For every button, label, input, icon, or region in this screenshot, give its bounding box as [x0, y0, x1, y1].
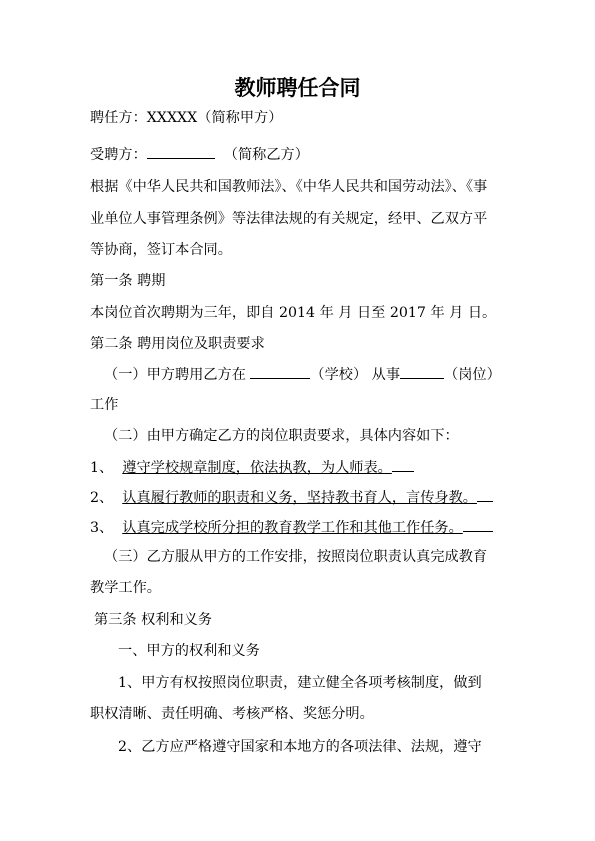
intro-line-1: 根据《中华人民共和国教师法》、《中华人民共和国劳动法》、《事 — [90, 179, 488, 195]
item1-text-c: （岗位） — [444, 367, 501, 383]
duty-2 — [90, 487, 493, 508]
party-b-line — [90, 144, 309, 165]
article3-sub1: 一、甲方的权利和义务 — [118, 643, 260, 659]
duty-1-text: 遵守学校规章制度，依法执教，为人师表。 — [122, 460, 392, 476]
duty-3 — [90, 517, 493, 538]
duty-2-num: 2、 — [90, 490, 114, 506]
item1-text-a: （一）甲方聘用乙方在 — [104, 367, 251, 383]
party-b-blank — [147, 144, 215, 159]
party-b-suffix: （简称乙方） — [223, 147, 309, 163]
article3-p1-line1: 1、甲方有权按照岗位职责，建立健全各项考核制度，做到 — [118, 675, 482, 691]
party-a-line: 聘任方：XXXXX（简称甲方） — [90, 110, 283, 126]
duty-2-tail — [477, 487, 493, 502]
item1-text-b: （学校） 从事 — [310, 367, 401, 383]
article2-item2: （二）由甲方确定乙方的岗位职责要求，具体内容如下： — [104, 428, 459, 444]
article3-p2: 2、乙方应严格遵守国家和本地方的各项法律、法规，遵守 — [118, 739, 482, 755]
article1-heading: 第一条 聘期 — [90, 273, 166, 289]
duty-3-tail — [463, 517, 493, 532]
article2-item1 — [104, 364, 501, 385]
article2-item1-cont: 工作 — [90, 397, 119, 413]
duty-3-text: 认真完成学校所分担的教育教学工作和其他工作任务。 — [122, 520, 463, 536]
party-b-label: 受聘方： — [90, 147, 147, 163]
article2-heading: 第二条 聘用岗位及职责要求 — [90, 336, 265, 352]
duty-3-num: 3、 — [90, 520, 114, 536]
duty-1-tail — [392, 457, 414, 472]
intro-line-3: 等协商，签订本合同。 — [90, 242, 232, 258]
article1-body: 本岗位首次聘期为三年，即自 2014 年 月 日至 2017 年 月 日。 — [90, 305, 497, 321]
intro-line-2: 业单位人事管理条例》等法律法规的有关规定，经甲、乙双方平 — [90, 211, 488, 227]
duty-1-num: 1、 — [90, 460, 114, 476]
post-blank — [400, 364, 444, 379]
duty-1 — [90, 457, 414, 478]
school-blank — [250, 364, 310, 379]
document-title: 教师聘任合同 — [234, 76, 361, 100]
article2-item3-line2: 教学工作。 — [90, 580, 161, 596]
duty-2-text: 认真履行教师的职责和义务，坚持教书育人，言传身教。 — [122, 490, 477, 506]
article2-item3-line1: （三）乙方服从甲方的工作安排，按照岗位职责认真完成教育 — [104, 549, 488, 565]
article3-heading: 第三条 权利和义务 — [94, 612, 213, 628]
article3-p1-line2: 职权清晰、责任明确、考核严格、奖惩分明。 — [90, 706, 374, 722]
